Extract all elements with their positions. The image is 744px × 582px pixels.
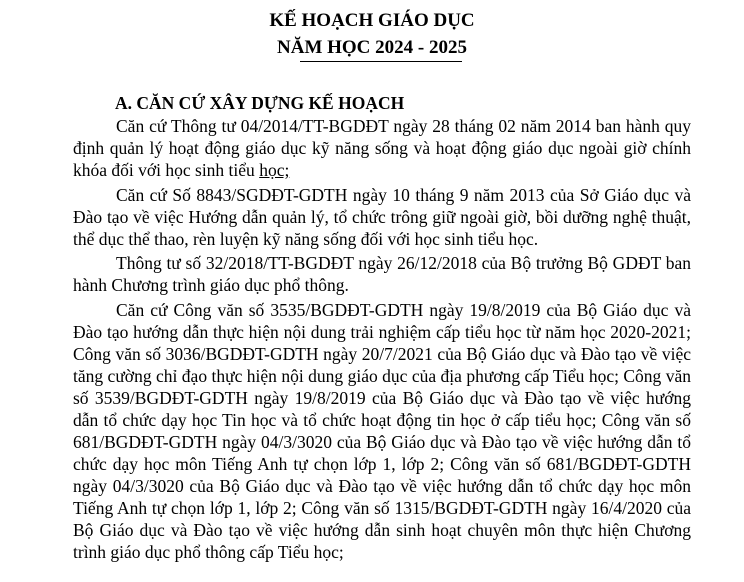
underlined-text: học; [259,160,290,180]
section-heading: A. CĂN CỨ XÂY DỰNG KẾ HOẠCH [115,93,405,113]
paragraph-legal-basis-1 [73,115,691,181]
document-subtitle: NĂM HỌC 2024 - 2025 [277,37,467,58]
document-body [73,115,691,566]
title-underline-divider [300,61,462,62]
paragraph-legal-basis-4: Căn cứ Công văn số 3535/BGDĐT-GDTH ngày 19/8/2019 của Bộ Giáo dục và Đào tạo hướng dẫn thực hiện nội dung trải nghiệm cấp tiểu học từ năm học 2020-2021; Công văn số 3036/BGDĐT-GDTH ngày 20/7/2021 của Bộ Giáo dục và Đào tạo về việc tăng cường chỉ đạo thực hiện nội dung giáo dục của địa phương cấp Tiểu học; Công văn số 3539/BGDĐT-GDTH ngày 19/8/2019 của Bộ Giáo dục và Đào tạo về việc hướng dẫn tổ chức dạy học Tin học và tổ chức hoạt động tin học ở cấp tiểu học; Công văn số 681/BGDĐT-GDTH ngày 04/3/3020 của Bộ Giáo dục và Đào tạo về việc hướng dẫn tổ chức dạy học môn Tiếng Anh tự chọn lớp 1, lớp 2; Công văn số 681/BGDĐT-GDTH ngày 04/3/3020 của Bộ Giáo dục và Đào tạo về việc hướng dẫn tổ chức dạy học môn Tiếng Anh tự chọn lớp 1, lớp 2; Công văn số 1315/BGDĐT-GDTH ngày 16/4/2020 của Bộ Giáo dục và Đào tạo về việc hướng dẫn sinh hoạt chuyên môn thực hiện Chương trình giáo dục phổ thông cấp Tiểu học; [73,300,691,563]
paragraph-text: Căn cứ Thông tư 04/2014/TT-BGDĐT ngày 28 tháng 02 năm 2014 ban hành quy định quản lý hoạt động giáo dục kỹ năng sống và hoạt động giáo dục ngoài giờ chính khóa đối với học sinh tiểu [73,116,691,180]
paragraph-legal-basis-2: Căn cứ Số 8843/SGDĐT-GDTH ngày 10 tháng 9 năm 2013 của Sở Giáo dục và Đào tạo về việc Hướng dẫn quản lý, tổ chức trông giữ ngoài giờ, bồi dưỡng nghệ thuật, thể dục thể thao, rèn luyện kỹ năng sống đối với học sinh tiểu học. [73,184,691,249]
paragraph-legal-basis-3: Thông tư số 32/2018/TT-BGDĐT ngày 26/12/2018 của Bộ trưởng Bộ GDĐT ban hành Chương trình giáo dục phổ thông. [73,253,691,296]
document-title: KẾ HOẠCH GIÁO DỤC [269,10,475,31]
